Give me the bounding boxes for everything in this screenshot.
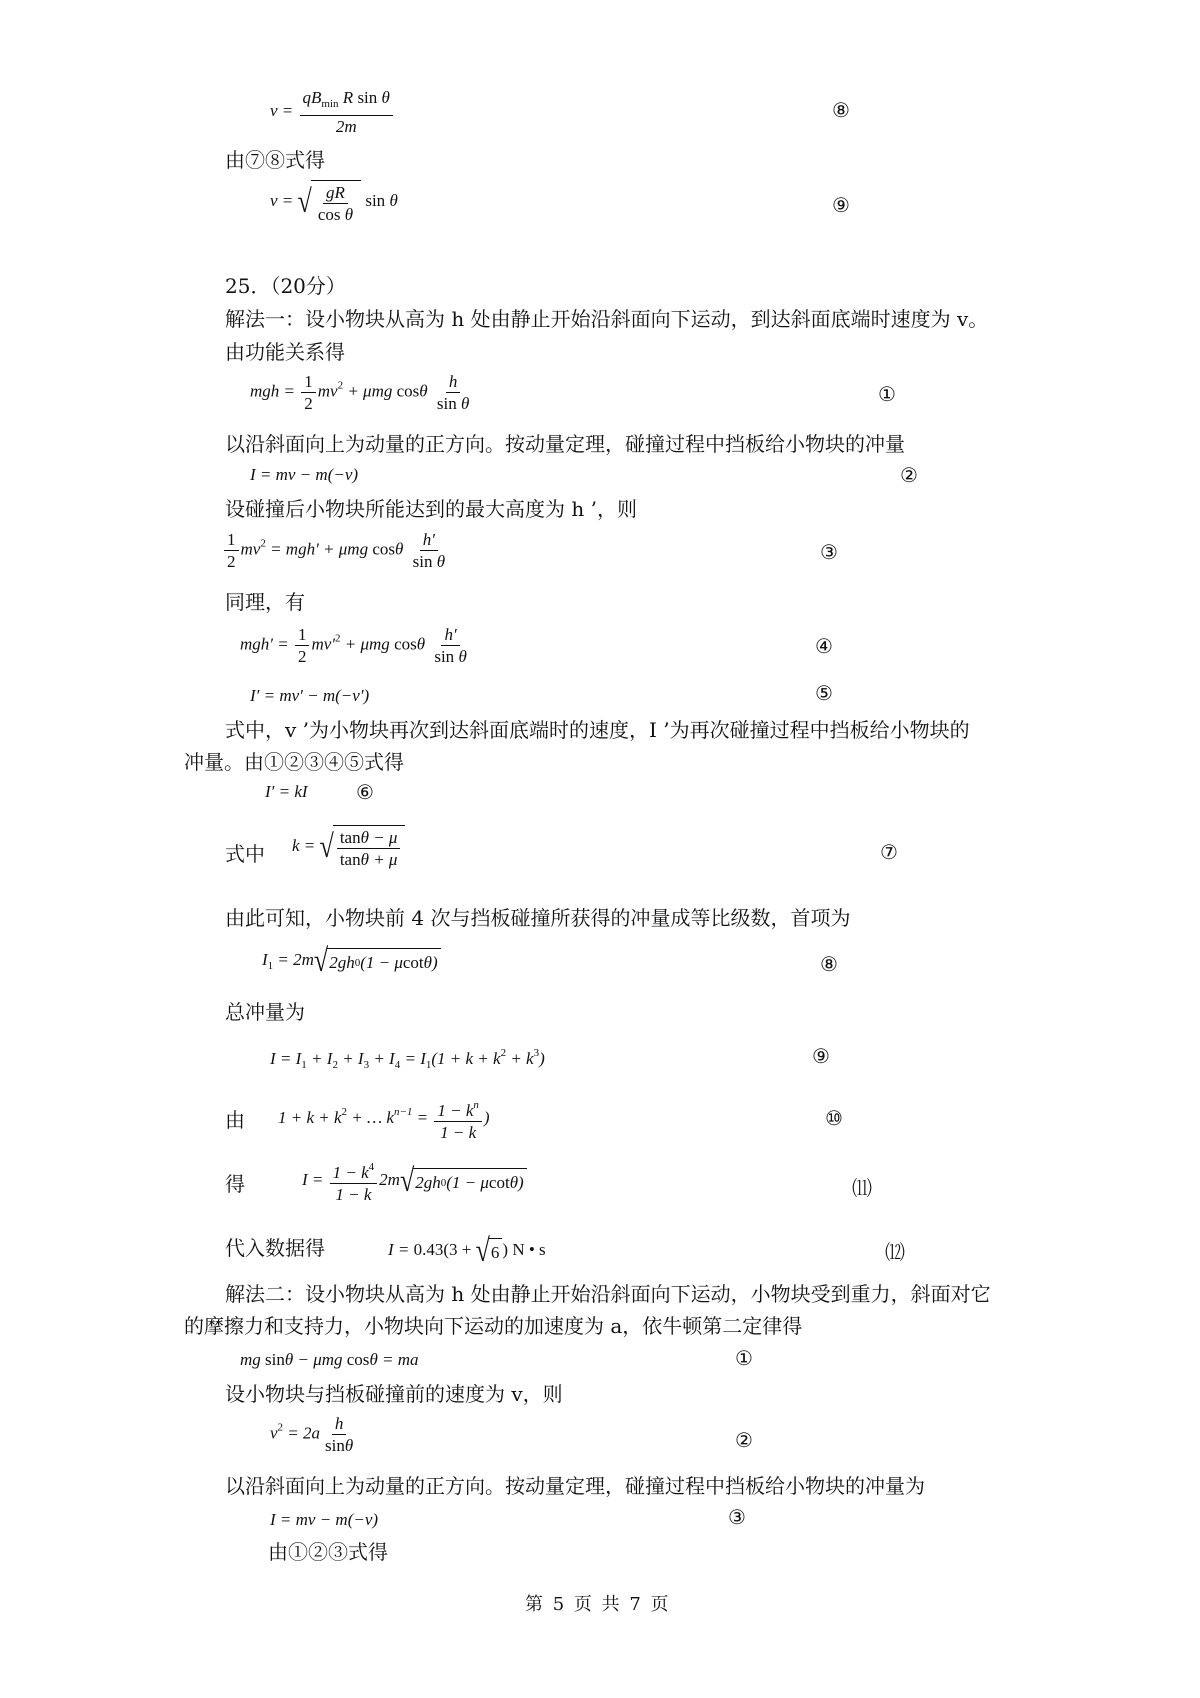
equation-marker: ⑥: [356, 780, 374, 804]
equation-impulse-method2: I = mv − m(−v): [270, 1510, 379, 1529]
text-line: 式中: [225, 842, 265, 866]
equation-impulse-ratio: I′ = kI: [265, 782, 308, 801]
equation-marker: ①: [735, 1346, 753, 1370]
text-line: 由: [225, 1108, 245, 1132]
equation-energy-rebound: $\frac{1}{2}$ $mv^2 = mgh' + \mu mg$ cosθ $\frac{h'}{\text{sin θ}}$: [222, 530, 450, 571]
text-line: 由功能关系得: [225, 340, 345, 364]
equation-marker: ⑩: [825, 1106, 843, 1130]
text-line: 代入数据得: [225, 1236, 325, 1260]
equation-marker: ⑧: [820, 952, 838, 976]
equation-marker: ①: [878, 382, 896, 406]
equation-total-impulse: $I = I_1 + I_2 + I_3 + I_4 = I_1(1 + k + k^2 + k^3)$: [270, 1047, 545, 1071]
equation-marker: ⑧: [832, 98, 850, 122]
equation-newton-second-law: mg sinθ − μmg cosθ = ma: [240, 1350, 419, 1369]
equation-marker: ③: [820, 540, 838, 564]
equation-impulse-second: I′ = mv′ − m(−v′): [250, 686, 370, 705]
equation-kinematics: $v^2 = 2a$ $\frac{h}{\sin\theta}$: [270, 1414, 354, 1455]
equation-marker: ⑨: [812, 1044, 830, 1068]
text-line: 解法二：设小物块从高为 h 处由静止开始沿斜面向下运动，小物块受到重力，斜面对它: [225, 1282, 991, 1306]
equation-geometric-sum: $1 + k + k^2$ + … $k^{n-1}$ = $\frac{1 - k^n}{1 - k}$ ): [278, 1096, 490, 1142]
text-line: 同理，有: [225, 590, 305, 614]
equation-energy-second: mgh′ = $\frac{1}{2}$ $mv'^2 + \mu mg$ cosθ $\frac{h'}{\text{sin θ}}$: [240, 625, 467, 666]
equation-marker: ②: [735, 1428, 753, 1452]
equation-energy: mgh = $\frac{1}{2}$ $mv^2 + \mu mg$ cosθ $\frac{h}{\text{sin θ}}$: [250, 372, 470, 413]
page-footer: 第 5 页 共 7 页: [525, 1594, 671, 1615]
text-line: 的摩擦力和支持力，小物块向下运动的加速度为 a，依牛顿第二定律得: [184, 1314, 803, 1338]
equation-marker: ⑤: [815, 681, 833, 705]
text-line: 以沿斜面向上为动量的正方向。按动量定理，碰撞过程中挡板给小物块的冲量为: [225, 1474, 925, 1498]
section-heading: 25．（20分）: [225, 274, 346, 298]
text-line: 以沿斜面向上为动量的正方向。按动量定理，碰撞过程中挡板给小物块的冲量: [225, 432, 905, 456]
equation-marker: ⑨: [832, 193, 850, 217]
equation-velocity-field: v = $\frac{qB_{min} R \sin \theta}{2m}$: [270, 88, 395, 136]
equation-marker: ④: [815, 634, 833, 658]
text-line: 解法一：设小物块从高为 h 处由静止开始沿斜面向下运动，到达斜面底端时速度为 v。: [225, 307, 989, 331]
equation-numeric-result: I = 0.43(3 + √ 6 ) N • s: [388, 1232, 546, 1269]
equation-marker: ③: [728, 1505, 746, 1529]
equation-ratio-k: k = √ $\frac{\tan\theta - \mu}{\tan\theta + \mu}$: [292, 825, 405, 869]
text-line: 设小物块与挡板碰撞前的速度为 v，则: [225, 1382, 563, 1406]
text-line: 总冲量为: [225, 1000, 305, 1024]
text-line: 由⑦⑧式得: [225, 148, 325, 172]
equation-total-result: I = $\frac{1 - k^4}{1 - k}$ 2m √ 2gh 0 (1 − μ cot θ): [302, 1158, 527, 1204]
equation-velocity-sqrt: v = √ $\frac{gR}{\text{cos θ}}$ sin θ: [270, 180, 398, 224]
text-line: 由①②③式得: [268, 1540, 388, 1564]
equation-marker: ②: [900, 463, 918, 487]
text-line: 由此可知，小物块前 4 次与挡板碰撞所获得的冲量成等比级数，首项为: [225, 906, 851, 930]
equation-marker: ⑿: [885, 1240, 905, 1264]
equation-marker: ⑦: [880, 840, 898, 864]
text-line: 得: [225, 1172, 245, 1196]
equation-impulse: I = mv − m(−v): [250, 465, 359, 484]
equation-marker: ⑾: [852, 1176, 872, 1200]
text-line: 式中，v ’为小物块再次到达斜面底端时的速度，I ’为再次碰撞过程中挡板给小物块的: [225, 718, 970, 742]
text-line: 设碰撞后小物块所能达到的最大高度为 h ’，则: [225, 497, 637, 521]
text-line: 冲量。由①②③④⑤式得: [184, 750, 404, 774]
equation-first-impulse: $I_1 = 2m$ √ 2gh 0 (1 − μ cot θ): [262, 948, 441, 974]
